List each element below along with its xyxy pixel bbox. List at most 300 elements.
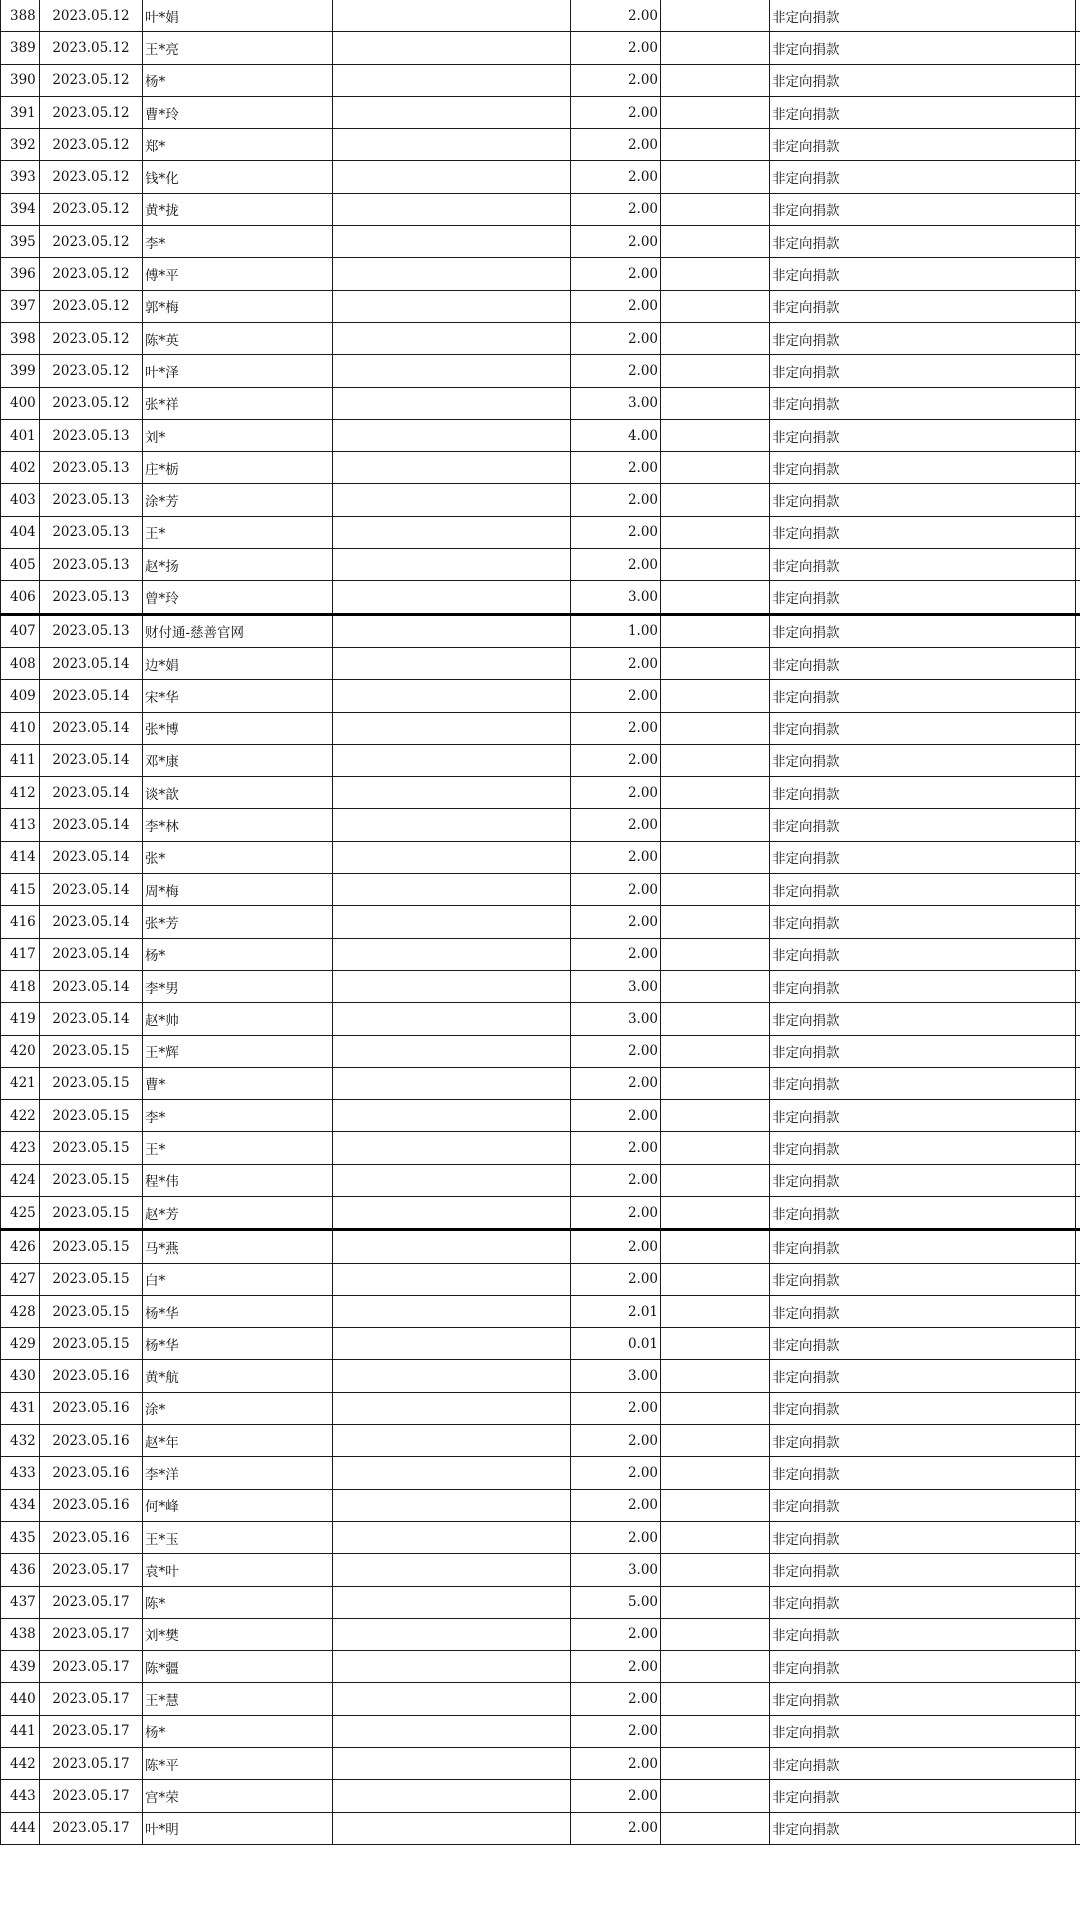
donor-name-cell: 财付通-慈善官网	[143, 614, 333, 647]
blank-cell	[333, 419, 571, 451]
row-number-cell: 421	[1, 1067, 40, 1099]
table-row	[1, 1230, 1080, 1263]
blank-cell	[333, 1067, 571, 1099]
donation-type-cell: 非定向捐款	[770, 1521, 1076, 1553]
blank-cell	[1076, 290, 1080, 322]
donor-name-cell: 李*洋	[143, 1457, 333, 1489]
table-row	[1, 1196, 1080, 1229]
amount-cell: 2.00	[571, 226, 661, 258]
donation-type-cell: 非定向捐款	[770, 1132, 1076, 1164]
donor-name-cell: 何*峰	[143, 1489, 333, 1521]
blank-cell	[661, 1263, 770, 1295]
amount-cell: 2.00	[571, 1683, 661, 1715]
table-row	[1, 581, 1080, 614]
blank-cell	[333, 1392, 571, 1424]
blank-cell	[1076, 452, 1080, 484]
donation-type-cell: 非定向捐款	[770, 1425, 1076, 1457]
blank-cell	[1076, 1196, 1080, 1229]
table-row	[1, 1392, 1080, 1424]
amount-cell: 2.00	[571, 258, 661, 290]
date-cell: 2023.05.14	[40, 777, 143, 809]
date-cell: 2023.05.12	[40, 387, 143, 419]
amount-cell: 2.00	[571, 355, 661, 387]
row-number-cell: 442	[1, 1748, 40, 1780]
amount-cell: 2.00	[571, 809, 661, 841]
blank-cell	[1076, 841, 1080, 873]
table-row	[1, 1715, 1080, 1747]
amount-cell: 2.00	[571, 744, 661, 776]
amount-cell: 2.00	[571, 1715, 661, 1747]
blank-cell	[1076, 96, 1080, 128]
blank-cell	[661, 96, 770, 128]
amount-cell: 2.00	[571, 322, 661, 354]
blank-cell	[333, 549, 571, 581]
blank-cell	[661, 484, 770, 516]
date-cell: 2023.05.17	[40, 1812, 143, 1844]
blank-cell	[333, 777, 571, 809]
amount-cell: 2.00	[571, 1780, 661, 1812]
blank-cell	[661, 874, 770, 906]
donation-type-cell: 非定向捐款	[770, 1489, 1076, 1521]
date-cell: 2023.05.15	[40, 1196, 143, 1229]
blank-cell	[1076, 32, 1080, 64]
table-row	[1, 1489, 1080, 1521]
amount-cell: 2.00	[571, 64, 661, 96]
amount-cell: 2.00	[571, 96, 661, 128]
amount-cell: 2.00	[571, 1263, 661, 1295]
table-row	[1, 712, 1080, 744]
donation-type-cell: 非定向捐款	[770, 1780, 1076, 1812]
date-cell: 2023.05.14	[40, 906, 143, 938]
amount-cell: 2.00	[571, 938, 661, 970]
blank-cell	[333, 1489, 571, 1521]
row-number-cell: 409	[1, 680, 40, 712]
donor-name-cell: 王*辉	[143, 1035, 333, 1067]
blank-cell	[1076, 193, 1080, 225]
blank-cell	[333, 1554, 571, 1586]
donor-name-cell: 杨*	[143, 938, 333, 970]
donation-type-cell: 非定向捐款	[770, 777, 1076, 809]
donation-type-cell: 非定向捐款	[770, 193, 1076, 225]
donation-type-cell: 非定向捐款	[770, 1360, 1076, 1392]
donor-name-cell: 邓*康	[143, 744, 333, 776]
row-number-cell: 436	[1, 1554, 40, 1586]
amount-cell: 2.00	[571, 549, 661, 581]
row-number-cell: 392	[1, 129, 40, 161]
table-row	[1, 258, 1080, 290]
blank-cell	[333, 647, 571, 679]
blank-cell	[661, 1196, 770, 1229]
blank-cell	[1076, 1521, 1080, 1553]
date-cell: 2023.05.15	[40, 1295, 143, 1327]
date-cell: 2023.05.17	[40, 1554, 143, 1586]
blank-cell	[333, 1425, 571, 1457]
row-number-cell: 404	[1, 516, 40, 548]
donation-type-cell: 非定向捐款	[770, 744, 1076, 776]
donation-type-cell: 非定向捐款	[770, 1003, 1076, 1035]
donation-type-cell: 非定向捐款	[770, 64, 1076, 96]
donor-name-cell: 杨*华	[143, 1295, 333, 1327]
amount-cell: 2.00	[571, 1489, 661, 1521]
blank-cell	[1076, 1003, 1080, 1035]
blank-cell	[1076, 1164, 1080, 1196]
date-cell: 2023.05.14	[40, 874, 143, 906]
blank-cell	[333, 1164, 571, 1196]
blank-cell	[661, 387, 770, 419]
blank-cell	[661, 1067, 770, 1099]
date-cell: 2023.05.15	[40, 1100, 143, 1132]
blank-cell	[1076, 1618, 1080, 1650]
blank-cell	[1076, 1715, 1080, 1747]
blank-cell	[333, 581, 571, 614]
blank-cell	[661, 1230, 770, 1263]
table-row	[1, 1780, 1080, 1812]
amount-cell: 3.00	[571, 970, 661, 1002]
blank-cell	[333, 1683, 571, 1715]
donation-type-cell: 非定向捐款	[770, 1100, 1076, 1132]
blank-cell	[333, 193, 571, 225]
table-row	[1, 129, 1080, 161]
donor-name-cell: 赵*年	[143, 1425, 333, 1457]
donor-name-cell: 边*娟	[143, 647, 333, 679]
table-row	[1, 290, 1080, 322]
amount-cell: 2.00	[571, 1067, 661, 1099]
date-cell: 2023.05.13	[40, 614, 143, 647]
donation-type-cell: 非定向捐款	[770, 906, 1076, 938]
amount-cell: 2.00	[571, 680, 661, 712]
donation-type-cell: 非定向捐款	[770, 1748, 1076, 1780]
amount-cell: 5.00	[571, 1586, 661, 1618]
blank-cell	[1076, 1230, 1080, 1263]
blank-cell	[333, 1748, 571, 1780]
date-cell: 2023.05.16	[40, 1489, 143, 1521]
blank-cell	[661, 970, 770, 1002]
row-number-cell: 389	[1, 32, 40, 64]
blank-cell	[333, 1263, 571, 1295]
date-cell: 2023.05.13	[40, 484, 143, 516]
blank-cell	[333, 322, 571, 354]
blank-cell	[661, 938, 770, 970]
blank-cell	[333, 712, 571, 744]
row-number-cell: 435	[1, 1521, 40, 1553]
blank-cell	[661, 0, 770, 32]
donor-name-cell: 郭*梅	[143, 290, 333, 322]
date-cell: 2023.05.14	[40, 841, 143, 873]
amount-cell: 2.00	[571, 0, 661, 32]
table-row	[1, 0, 1080, 32]
blank-cell	[661, 1554, 770, 1586]
donor-name-cell: 宋*华	[143, 680, 333, 712]
date-cell: 2023.05.17	[40, 1651, 143, 1683]
blank-cell	[1076, 1392, 1080, 1424]
blank-cell	[1076, 161, 1080, 193]
row-number-cell: 400	[1, 387, 40, 419]
row-number-cell: 408	[1, 647, 40, 679]
table-row	[1, 1748, 1080, 1780]
donor-name-cell: 刘*	[143, 419, 333, 451]
donor-name-cell: 曹*玲	[143, 96, 333, 128]
row-number-cell: 422	[1, 1100, 40, 1132]
blank-cell	[1076, 1035, 1080, 1067]
table-row	[1, 549, 1080, 581]
blank-cell	[661, 161, 770, 193]
date-cell: 2023.05.12	[40, 193, 143, 225]
donation-type-cell: 非定向捐款	[770, 938, 1076, 970]
blank-cell	[333, 1715, 571, 1747]
table-row	[1, 1067, 1080, 1099]
amount-cell: 2.00	[571, 1392, 661, 1424]
date-cell: 2023.05.13	[40, 549, 143, 581]
blank-cell	[1076, 1812, 1080, 1844]
date-cell: 2023.05.17	[40, 1683, 143, 1715]
blank-cell	[333, 1003, 571, 1035]
blank-cell	[333, 1230, 571, 1263]
date-cell: 2023.05.15	[40, 1067, 143, 1099]
donor-name-cell: 杨*	[143, 1715, 333, 1747]
amount-cell: 3.00	[571, 1003, 661, 1035]
date-cell: 2023.05.15	[40, 1328, 143, 1360]
donation-type-cell: 非定向捐款	[770, 96, 1076, 128]
donation-type-cell: 非定向捐款	[770, 387, 1076, 419]
row-number-cell: 437	[1, 1586, 40, 1618]
date-cell: 2023.05.12	[40, 355, 143, 387]
donor-name-cell: 钱*化	[143, 161, 333, 193]
donor-name-cell: 涂*	[143, 1392, 333, 1424]
blank-cell	[661, 581, 770, 614]
row-number-cell: 438	[1, 1618, 40, 1650]
blank-cell	[1076, 809, 1080, 841]
row-number-cell: 420	[1, 1035, 40, 1067]
blank-cell	[661, 1392, 770, 1424]
donor-name-cell: 杨*	[143, 64, 333, 96]
amount-cell: 3.00	[571, 1360, 661, 1392]
table-row	[1, 419, 1080, 451]
amount-cell: 2.00	[571, 290, 661, 322]
table-row	[1, 1328, 1080, 1360]
blank-cell	[661, 1489, 770, 1521]
amount-cell: 2.00	[571, 193, 661, 225]
blank-cell	[661, 1132, 770, 1164]
date-cell: 2023.05.14	[40, 744, 143, 776]
blank-cell	[661, 1425, 770, 1457]
blank-cell	[661, 1164, 770, 1196]
row-number-cell: 417	[1, 938, 40, 970]
blank-cell	[661, 1748, 770, 1780]
date-cell: 2023.05.16	[40, 1360, 143, 1392]
blank-cell	[1076, 680, 1080, 712]
blank-cell	[333, 1618, 571, 1650]
donation-type-cell: 非定向捐款	[770, 1812, 1076, 1844]
row-number-cell: 416	[1, 906, 40, 938]
date-cell: 2023.05.14	[40, 712, 143, 744]
blank-cell	[333, 129, 571, 161]
donation-type-cell: 非定向捐款	[770, 1618, 1076, 1650]
amount-cell: 2.00	[571, 161, 661, 193]
blank-cell	[333, 1360, 571, 1392]
donor-name-cell: 张*芳	[143, 906, 333, 938]
blank-cell	[1076, 1132, 1080, 1164]
row-number-cell: 402	[1, 452, 40, 484]
blank-cell	[661, 258, 770, 290]
blank-cell	[333, 484, 571, 516]
donor-name-cell: 王*	[143, 516, 333, 548]
row-number-cell: 428	[1, 1295, 40, 1327]
donation-type-cell: 非定向捐款	[770, 1457, 1076, 1489]
blank-cell	[661, 809, 770, 841]
blank-cell	[1076, 1748, 1080, 1780]
donor-name-cell: 张*博	[143, 712, 333, 744]
row-number-cell: 396	[1, 258, 40, 290]
row-number-cell: 424	[1, 1164, 40, 1196]
amount-cell: 2.00	[571, 1100, 661, 1132]
blank-cell	[661, 1003, 770, 1035]
date-cell: 2023.05.12	[40, 0, 143, 32]
row-number-cell: 406	[1, 581, 40, 614]
table-row	[1, 1554, 1080, 1586]
donor-name-cell: 袁*叶	[143, 1554, 333, 1586]
table-row	[1, 452, 1080, 484]
row-number-cell: 429	[1, 1328, 40, 1360]
date-cell: 2023.05.17	[40, 1715, 143, 1747]
row-number-cell: 413	[1, 809, 40, 841]
blank-cell	[333, 680, 571, 712]
blank-cell	[1076, 484, 1080, 516]
donation-type-cell: 非定向捐款	[770, 1196, 1076, 1229]
row-number-cell: 425	[1, 1196, 40, 1229]
donation-type-cell: 非定向捐款	[770, 452, 1076, 484]
donor-name-cell: 赵*芳	[143, 1196, 333, 1229]
blank-cell	[661, 452, 770, 484]
row-number-cell: 403	[1, 484, 40, 516]
table-row	[1, 1132, 1080, 1164]
table-row	[1, 193, 1080, 225]
blank-cell	[1076, 1328, 1080, 1360]
row-number-cell: 441	[1, 1715, 40, 1747]
blank-cell	[1076, 322, 1080, 354]
donation-type-cell: 非定向捐款	[770, 680, 1076, 712]
table-row	[1, 680, 1080, 712]
date-cell: 2023.05.14	[40, 1003, 143, 1035]
blank-cell	[661, 64, 770, 96]
amount-cell: 2.00	[571, 777, 661, 809]
donation-type-cell: 非定向捐款	[770, 290, 1076, 322]
donor-name-cell: 陈*英	[143, 322, 333, 354]
table-row	[1, 1812, 1080, 1844]
donation-type-cell: 非定向捐款	[770, 1683, 1076, 1715]
table-row	[1, 1295, 1080, 1327]
blank-cell	[1076, 906, 1080, 938]
donation-type-cell: 非定向捐款	[770, 129, 1076, 161]
donor-name-cell: 赵*扬	[143, 549, 333, 581]
amount-cell: 2.00	[571, 1132, 661, 1164]
table-row	[1, 1360, 1080, 1392]
blank-cell	[333, 1812, 571, 1844]
donation-type-cell: 非定向捐款	[770, 226, 1076, 258]
table-row	[1, 906, 1080, 938]
amount-cell: 3.00	[571, 1554, 661, 1586]
blank-cell	[1076, 744, 1080, 776]
donation-type-cell: 非定向捐款	[770, 1586, 1076, 1618]
blank-cell	[333, 874, 571, 906]
row-number-cell: 444	[1, 1812, 40, 1844]
donor-name-cell: 李*	[143, 226, 333, 258]
blank-cell	[661, 193, 770, 225]
donation-type-cell: 非定向捐款	[770, 1715, 1076, 1747]
amount-cell: 2.00	[571, 1748, 661, 1780]
donation-type-cell: 非定向捐款	[770, 1230, 1076, 1263]
row-number-cell: 423	[1, 1132, 40, 1164]
table-row	[1, 1651, 1080, 1683]
amount-cell: 2.00	[571, 1651, 661, 1683]
blank-cell	[333, 1457, 571, 1489]
blank-cell	[1076, 1360, 1080, 1392]
blank-cell	[333, 1586, 571, 1618]
donor-name-cell: 傅*平	[143, 258, 333, 290]
date-cell: 2023.05.12	[40, 322, 143, 354]
donation-type-cell: 非定向捐款	[770, 258, 1076, 290]
row-number-cell: 415	[1, 874, 40, 906]
table-row	[1, 970, 1080, 1002]
table-row	[1, 32, 1080, 64]
amount-cell: 2.00	[571, 1230, 661, 1263]
blank-cell	[333, 841, 571, 873]
donor-name-cell: 黄*航	[143, 1360, 333, 1392]
donor-name-cell: 李*	[143, 1100, 333, 1132]
date-cell: 2023.05.12	[40, 96, 143, 128]
date-cell: 2023.05.12	[40, 161, 143, 193]
blank-cell	[1076, 1100, 1080, 1132]
date-cell: 2023.05.16	[40, 1521, 143, 1553]
blank-cell	[1076, 777, 1080, 809]
blank-cell	[1076, 0, 1080, 32]
donation-type-cell: 非定向捐款	[770, 809, 1076, 841]
donation-type-cell: 非定向捐款	[770, 516, 1076, 548]
blank-cell	[661, 1360, 770, 1392]
table-row	[1, 484, 1080, 516]
row-number-cell: 388	[1, 0, 40, 32]
donation-type-cell: 非定向捐款	[770, 161, 1076, 193]
date-cell: 2023.05.17	[40, 1748, 143, 1780]
blank-cell	[333, 744, 571, 776]
blank-cell	[1076, 1067, 1080, 1099]
blank-cell	[661, 744, 770, 776]
blank-cell	[661, 129, 770, 161]
row-number-cell: 407	[1, 614, 40, 647]
donation-type-cell: 非定向捐款	[770, 1067, 1076, 1099]
amount-cell: 4.00	[571, 419, 661, 451]
blank-cell	[1076, 258, 1080, 290]
table-row	[1, 614, 1080, 647]
donation-type-cell: 非定向捐款	[770, 581, 1076, 614]
blank-cell	[333, 452, 571, 484]
date-cell: 2023.05.17	[40, 1780, 143, 1812]
row-number-cell: 443	[1, 1780, 40, 1812]
amount-cell: 2.00	[571, 452, 661, 484]
blank-cell	[1076, 970, 1080, 1002]
date-cell: 2023.05.12	[40, 32, 143, 64]
date-cell: 2023.05.12	[40, 290, 143, 322]
row-number-cell: 433	[1, 1457, 40, 1489]
donation-type-cell: 非定向捐款	[770, 484, 1076, 516]
blank-cell	[661, 1715, 770, 1747]
donation-type-cell: 非定向捐款	[770, 647, 1076, 679]
blank-cell	[333, 0, 571, 32]
donor-name-cell: 庄*栃	[143, 452, 333, 484]
blank-cell	[661, 516, 770, 548]
date-cell: 2023.05.13	[40, 516, 143, 548]
amount-cell: 2.00	[571, 647, 661, 679]
table-row	[1, 1683, 1080, 1715]
